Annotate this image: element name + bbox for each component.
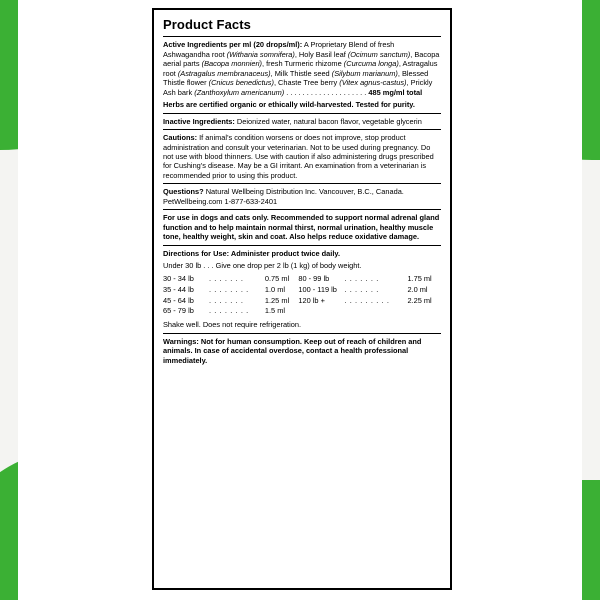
table-row (163, 284, 441, 295)
cautions-section (163, 133, 441, 180)
common-name-7: Chaste Tree berry (278, 78, 338, 88)
active-ingredients-section: Active Ingredients per ml (20 drops/ml): A Proprietary Blend of fresh Ashwagandha root (Withania somnifera), Holy Basil leaf (Ocimum sanctum), Bacopa aerial parts (Bacopa monnieri), fresh Turmeric rhizome (Curcuma longa), Astragalus root (Astragalus membranaceus), Milk Thistle seed (Silybum marianum), Blessed Thistle flower (Cnicus benedictus), Chaste Tree berry (Vitex agnus-castus), Prickly Ash bark (Zanthoxylum americanum) . . . . . . . . . . . . . . . . . . . . 485 mg/ml total Herbs are certified organic or ethically wild-harvested. Tested for purity. (163, 40, 440, 110)
divider (163, 36, 441, 37)
dose-weight: 35 - 44 lb (163, 284, 194, 294)
directions-heading: Directions for Use: (163, 248, 230, 258)
dose-amount: 1.25 ml (264, 295, 290, 305)
dose-weight: 45 - 64 lb (163, 295, 194, 305)
inactive-ingredients-heading: Inactive Ingredients: (163, 116, 235, 126)
inactive-ingredients-section (163, 117, 441, 126)
dose-dots: . . . . . . . (209, 295, 244, 305)
latin-name-5: (Silybum marianum) (331, 68, 398, 78)
common-name-3: fresh Turmeric rhizome (266, 59, 342, 69)
cautions-heading: Cautions: (163, 133, 198, 143)
dose-dots (344, 306, 405, 317)
latin-name-7: (Vitex agnus-castus) (339, 78, 407, 88)
common-name-6: Blessed Thistle flower (163, 68, 429, 88)
dose-dots: . . . . . . . (344, 284, 379, 294)
table-row (163, 274, 441, 285)
questions-contact[interactable]: PetWellbeing.com 1-877-633-2401 (163, 196, 278, 206)
herb-sourcing-note: Herbs are certified organic or ethically wild-harvested. Tested for purity. (163, 100, 415, 110)
questions-body: Natural Wellbeing Distribution Inc. Vancouver, B.C., Canada. (203, 187, 404, 197)
directions-under-30: Under 30 lb . . . Give one drop per 2 lb (1 kg) of body weight. (163, 261, 362, 271)
latin-name-2: (Bacopa monnieri) (201, 59, 263, 69)
divider (163, 245, 441, 246)
latin-name-3: (Curcuma longa) (343, 59, 399, 69)
divider (163, 129, 441, 130)
dose-amount: 0.75 ml (264, 274, 290, 284)
common-name-5: Milk Thistle seed (274, 68, 330, 78)
dose-dots: . . . . . . . (209, 274, 244, 284)
latin-name-1: (Ocimum sanctum) (347, 49, 411, 59)
latin-name-0: (Withania somnifera) (226, 49, 295, 59)
latin-name-6: (Cnicus benedictus) (208, 78, 274, 88)
questions-heading: Questions? (163, 187, 204, 197)
table-row (163, 306, 441, 317)
active-ingredients-heading: Active Ingredients per ml (20 drops/ml): (163, 40, 303, 50)
dose-weight: 30 - 34 lb (163, 274, 194, 284)
table-row (163, 295, 441, 306)
dosage-table (163, 274, 441, 317)
dose-dots: . . . . . . . (344, 274, 379, 284)
product-facts-panel (152, 8, 452, 590)
inactive-ingredients-body: Deionized water, natural bacon flavor, vegetable glycerin (234, 116, 422, 126)
dose-dots: . . . . . . . . . (344, 295, 390, 305)
use-for-text: For use in dogs and cats only. Recommended to support normal adrenal gland function and to help maintain normal thirst, normal urination, healthy muscle tone, healthy weight, skin and coat. Also helps reduce oxidative damage. (163, 213, 440, 242)
shake-instruction: Shake well. Does not require refrigeration. (163, 320, 302, 330)
active-ingredients-total: 485 mg/ml total (368, 87, 423, 97)
dose-weight: 120 lb + (298, 295, 325, 305)
latin-name-8: (Zanthoxylum americanum) (194, 87, 285, 97)
cautions-body: If animal's condition worsens or does not improve, stop product administration and consult your veterinarian. Not to be used during pregnancy. Do not use with blood thinners. Use with caution if also administering drugs prescribed for Cushing's disease. May be a GI irritant. An examination from a veterinarian is recommended prior to using this product. (163, 133, 434, 180)
divider (163, 209, 441, 210)
dose-dots: . . . . . . . . (209, 284, 249, 294)
dose-weight: 65 - 79 lb (163, 306, 194, 316)
divider (163, 183, 441, 184)
dose-amount: 1.0 ml (264, 284, 286, 294)
dose-amount (405, 306, 441, 317)
dose-amount: 2.25 ml (407, 295, 432, 305)
dose-amount: 2.0 ml (407, 284, 428, 294)
dose-weight: 100 - 119 lb (298, 284, 337, 294)
common-name-8: Prickly Ash bark (163, 78, 433, 97)
common-name-2: Bacopa aerial parts (163, 49, 440, 69)
directions-section (163, 249, 441, 330)
active-ingredients-intro: A Proprietary Blend of fresh Ashwagandha root (163, 40, 395, 59)
common-name-4: Astragalus root (163, 59, 438, 78)
warnings-section (163, 337, 441, 365)
dose-amount: 1.5 ml (264, 306, 286, 316)
warnings-heading: Warnings: (163, 336, 199, 346)
divider (163, 113, 441, 114)
questions-section (163, 187, 441, 206)
dose-weight (298, 306, 344, 317)
directions-body: Administer product twice daily. (229, 248, 341, 258)
dose-weight: 80 - 99 lb (298, 274, 330, 284)
dot-leader: . . . . . . . . . . . . . . . . . . . . (284, 87, 369, 97)
latin-name-4: (Astragalus membranaceus) (177, 68, 271, 78)
dose-amount: 1.75 ml (407, 274, 432, 284)
common-name-1: Holy Basil leaf (298, 49, 346, 59)
warnings-body: Not for human consumption. Keep out of reach of children and animals. In case of accidental overdose, contact a health professional immediately. (163, 336, 422, 365)
divider (163, 333, 441, 334)
use-for-section (163, 213, 441, 241)
page-title: Product Facts (163, 17, 251, 32)
dose-dots: . . . . . . . . (209, 306, 249, 316)
